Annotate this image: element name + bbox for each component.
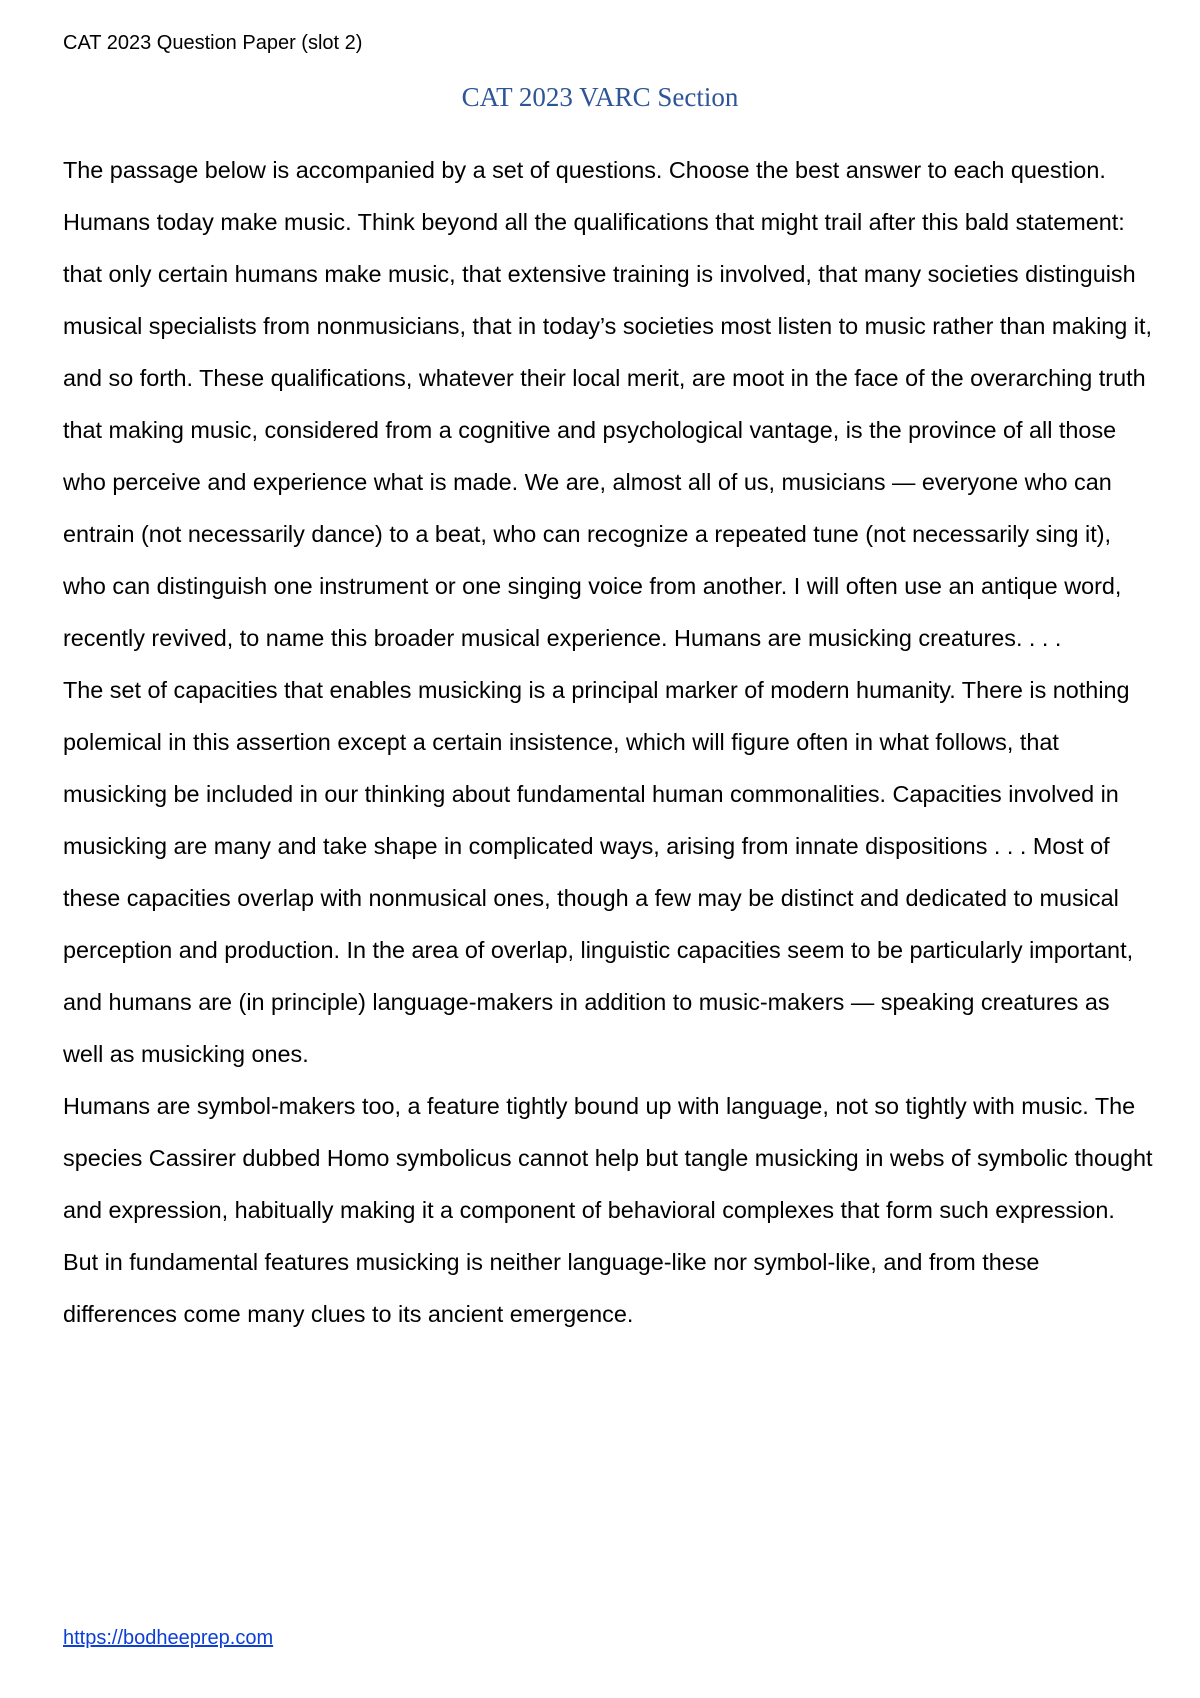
passage-paragraph-3: Humans are symbol-makers too, a feature tightly bound up with language, not so tightly with music. The species Cassirer dubbed Homo symbolicus cannot help but tangle musicking in webs of symbolic thought and expression, habitually making it a component of behavioral complexes that form such expression. But in fundamental features musicking is neither language-like nor symbol-like, and from these differences come many clues to its ancient emergence. <box>63 1093 1153 1327</box>
passage-instruction: The passage below is accompanied by a set of questions. Choose the best answer to each question. <box>63 157 1106 183</box>
document-header: CAT 2023 Question Paper (slot 2) <box>63 32 363 54</box>
passage-paragraph-2: The set of capacities that enables musicking is a principal marker of modern humanity. There is nothing polemical in this assertion except a certain insistence, which will figure often in what follows, that musicking be included in our thinking about fundamental human commonalities. Capacities involved in musicking are many and take shape in complicated ways, arising from innate dispositions . . . Most of these capacities overlap with nonmusical ones, though a few may be distinct and dedicated to musical perception and production. In the area of overlap, linguistic capacities seem to be particularly important, and humans are (in principle) language-makers in addition to music-makers — speaking creatures as well as musicking ones. <box>63 677 1134 1067</box>
passage-paragraph-1: Humans today make music. Think beyond all the qualifications that might trail after this bald statement: that only certain humans make music, that extensive training is involved, that many societies distinguish musical specialists from nonmusicians, that in today’s societies most listen to music rather than making it, and so forth. These qualifications, whatever their local merit, are moot in the face of the overarching truth that making music, considered from a cognitive and psychological vantage, is the province of all those who perceive and experience what is made. We are, almost all of us, musicians — everyone who can entrain (not necessarily dance) to a beat, who can recognize a repeated tune (not necessarily sing it), who can distinguish one instrument or one singing voice from another. I will often use an antique word, recently revived, to name this broader musical experience. Humans are musicking creatures. . . . <box>63 209 1152 651</box>
passage-body <box>63 144 1153 1340</box>
section-title: CAT 2023 VARC Section <box>461 82 739 112</box>
footer-website-link[interactable]: https://bodheeprep.com <box>63 1627 274 1649</box>
